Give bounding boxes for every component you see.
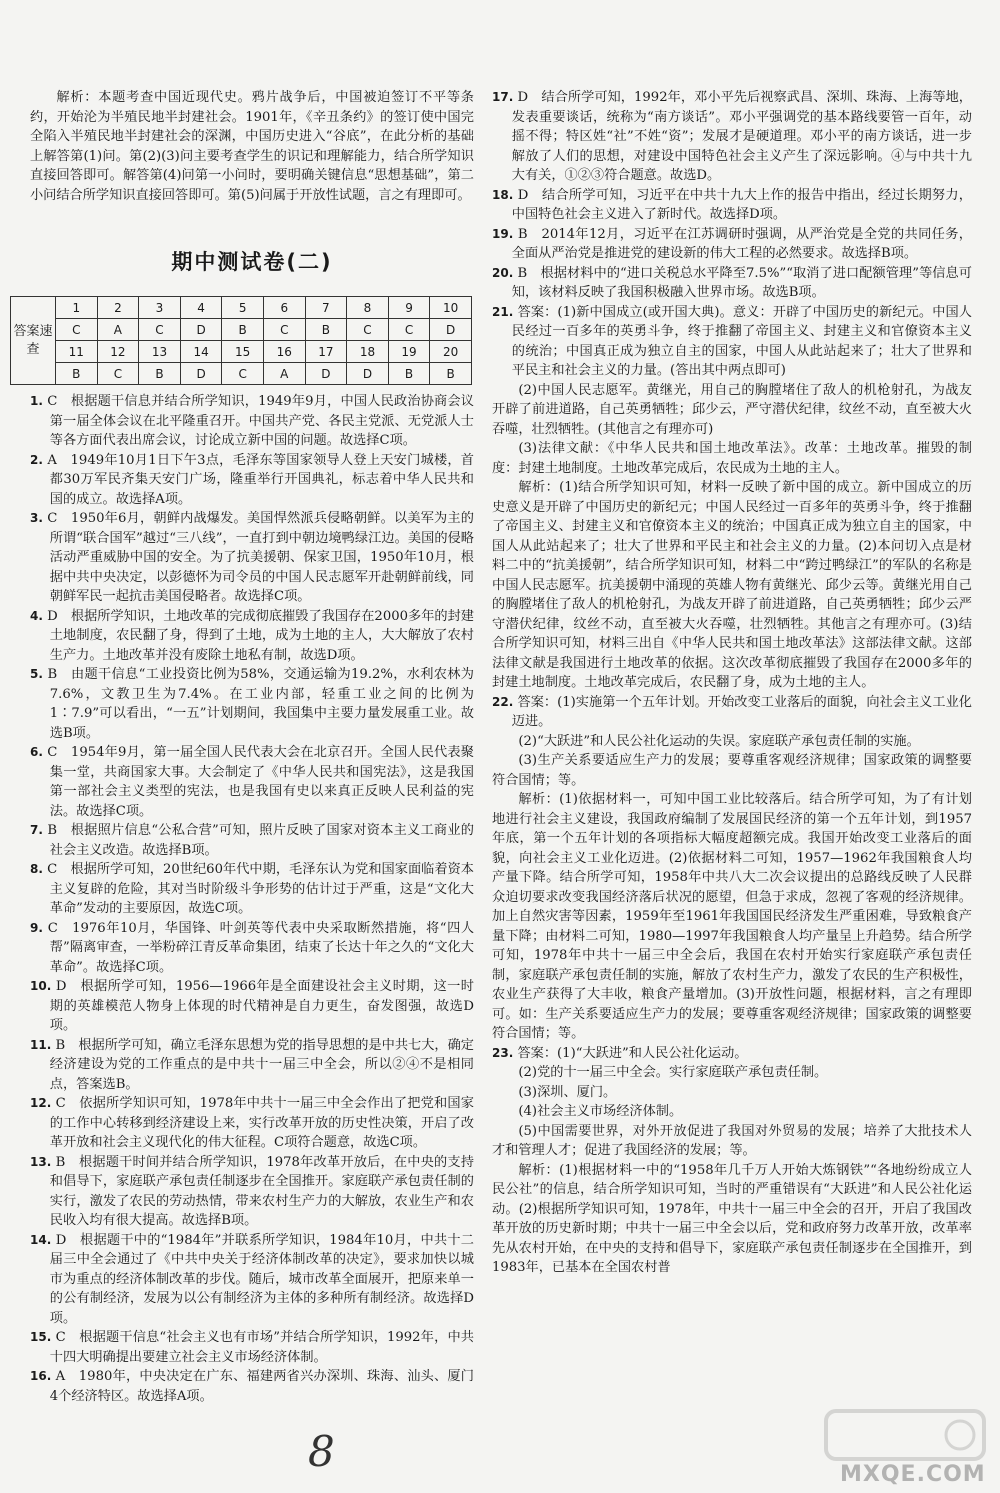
- q-answer: B: [305, 319, 347, 341]
- item-text: 解析：(1)根据材料一中的“1958年几千万人开始大炼钢铁”“各地纷纷成立人民公社”的信息，结合所学知识可知，当时的严重错误有“大跃进”和人民公社化运动。(2)根据所学知识可知，1978年，中共十一届三中全会的召开，开启了我国改革开放的历史新时期；中共十一届三中全会以后，党和政府努力改革开放，改革率先从农村开始，在中央的支持和倡导下，家庭联产承包责任制逐步在全国推开，到1983年，已基本在全国农村普: [492, 1162, 972, 1275]
- q-num: 5: [222, 297, 264, 319]
- item-text: B 2014年12月，习近平在江苏调研时强调，从严治党是全党的共同任务，全面从严治党是推进党的建设新的伟大工程的必然要求。故选择B项。: [511, 226, 972, 261]
- item-text: B 由题干信息“工业投资比例为58%，交通运输为19.2%，水利农林为7.6%，文教卫生为7.4%。在工业内部，轻重工业之间的比例为1∶7.9”可以看出，“一五”计划期间，我国集中主要力量发展重工业。故选B项。: [47, 667, 474, 741]
- q-num: 20: [430, 341, 472, 363]
- answer-item: [492, 1102, 972, 1122]
- page-number: 8: [308, 1427, 335, 1476]
- q-answer: A: [97, 319, 139, 341]
- q-num: 14: [180, 341, 222, 363]
- item-number: 9.: [30, 920, 43, 935]
- answer-item: [492, 478, 972, 693]
- item-number: 18.: [492, 187, 514, 202]
- q-answer: B: [388, 363, 430, 385]
- answer-item: [492, 693, 972, 732]
- answer-item: [30, 607, 474, 666]
- answer-item: [492, 381, 972, 440]
- q-num: 8: [347, 297, 389, 319]
- item-number: 21.: [492, 304, 514, 319]
- item-text: C 根据所学可知，20世纪60年代中期，毛泽东认为党和国家面临着资本主义复辟的危险，其对当时阶级斗争形势的估计过于严重，这是“文化大革命”发动的主要原因，故选C项。: [47, 862, 474, 916]
- answer-item: [492, 732, 972, 752]
- q-num: 19: [388, 341, 430, 363]
- q-answer: B: [139, 363, 181, 385]
- item-text: 答案：(1)实施第一个五年计划。开始改变工业落后的面貌，向社会主义工业化迈进。: [511, 694, 972, 729]
- answer-item: [30, 1094, 474, 1153]
- q-num: 16: [263, 341, 305, 363]
- item-number: 7.: [30, 823, 43, 837]
- answer-item: [30, 509, 474, 607]
- answer-item: [30, 1036, 474, 1095]
- right-answer-list: [492, 88, 972, 1278]
- item-number: 1.: [30, 394, 43, 408]
- item-text: (2)“大跃进”和人民公社化运动的失误。家庭联产承包责任制的实施。: [518, 733, 920, 749]
- item-text: C 1950年6月，朝鲜内战爆发。美国悍然派兵侵略朝鲜。以美军为主的所谓“联合国军”越过“三八线”，一直打到中朝边境鸭绿江边。美国的侵略活动严重威胁中国的安全。为了抗美援朝、保家卫国，1950年10月，根据中共中央决定，以彭德怀为司令员的中国人民志愿军开赴朝鲜前线，同朝鲜军民一起抗击美国侵略者。故选择C项。: [47, 511, 474, 604]
- answer-item: [492, 264, 972, 303]
- q-answer: C: [263, 319, 305, 341]
- q-num: 6: [263, 297, 305, 319]
- item-number: 10.: [30, 979, 52, 993]
- q-answer: C: [97, 363, 139, 385]
- item-text: D 结合所学可知，习近平在中共十九大上作的报告中指出，经过长期努力，中国特色社会主义进入了新时代。故选择D项。: [511, 187, 972, 222]
- q-answer: B: [430, 363, 472, 385]
- q-answer: C: [56, 319, 98, 341]
- q-num: 7: [305, 297, 347, 319]
- answer-item: [492, 1083, 972, 1103]
- item-number: 14.: [30, 1232, 52, 1247]
- answer-item: [492, 790, 972, 1044]
- item-text: A 1980年，中央决定在广东、福建两省兴办深圳、珠海、汕头、厦门4个经济特区。故选择A项。: [49, 1369, 474, 1404]
- q-num: 9: [388, 297, 430, 319]
- item-number: 15.: [30, 1330, 52, 1344]
- q-num: 1: [56, 297, 98, 319]
- item-number: 13.: [30, 1154, 52, 1169]
- item-number: 23.: [492, 1045, 514, 1060]
- answer-item: [492, 751, 972, 790]
- item-text: (3)深圳、厦门。: [518, 1084, 617, 1100]
- item-text: C 1954年9月，第一届全国人民代表大会在北京召开。全国人民代表聚集一堂，共商国家大事。大会制定了《中华人民共和国宪法》，这是我国第一部社会主义类型的宪法，也是我国有史以来真正反映人民利益的宪法。故选择C项。: [47, 745, 474, 819]
- section-title: 期中测试卷(二): [171, 250, 333, 274]
- q-answer: C: [222, 363, 264, 385]
- item-text: (3)法律文献：《中华人民共和国土地改革法》。改革：土地改革。摧毁的制度：封建土地制度。土地改革完成后，农民成为土地的主人。: [492, 441, 972, 476]
- answer-item: [30, 919, 474, 978]
- item-number: 19.: [492, 226, 514, 241]
- item-number: 5.: [30, 667, 43, 681]
- answer-item: [492, 186, 972, 225]
- item-text: D 根据所学知识，土地改革的完成彻底摧毁了我国存在2000多年的封建土地制度，农民翻了身，得到了土地，成为土地的主人，大大解放了农村生产力。土地改革并没有废除土地私有制，故选D项。: [47, 608, 474, 663]
- q-num: 13: [139, 341, 181, 363]
- item-text: B 根据照片信息“公私合营”可知，照片反映了国家对资本主义工商业的社会主义改造。故选择B项。: [47, 823, 474, 858]
- q-answer: B: [56, 363, 98, 385]
- answer-item: [492, 303, 972, 381]
- answer-item: [30, 821, 474, 860]
- q-num: 15: [222, 341, 264, 363]
- item-number: 22.: [492, 694, 514, 709]
- q-answer: D: [180, 363, 222, 385]
- item-text: (2)党的十一届三中全会。实行家庭联产承包责任制。: [518, 1065, 828, 1080]
- item-text: B 根据所学可知，确立毛泽东思想为党的指导思想的是中共七大，确定经济建设为党的工作重点的是中共十一届三中全会，所以②④不是相同点，答案选B。: [49, 1037, 474, 1092]
- item-number: 8.: [30, 862, 43, 876]
- answer-item: [30, 451, 474, 510]
- answer-item: [30, 1328, 474, 1367]
- item-number: 17.: [492, 90, 514, 104]
- q-answer: D: [180, 319, 222, 341]
- item-text: C 1976年10月，华国锋、叶剑英等代表中央采取断然措施，将“四人帮”隔离审查，一举粉碎江青反革命集团，结束了长达十年之久的“文化大革命”。故选择C项。: [47, 920, 475, 975]
- q-num: 10: [430, 297, 472, 319]
- answer-item: [30, 743, 474, 821]
- answer-quick-check-table: [10, 296, 472, 385]
- item-text: B 根据材料中的“进口关税总水平降至7.5%”“取消了进口配额管理”等信息可知，该材料反映了我国积极融入世界市场。故选B项。: [511, 265, 972, 300]
- q-num: 17: [305, 341, 347, 363]
- q-answer: D: [305, 363, 347, 385]
- q-answer: D: [347, 363, 389, 385]
- q-answer: C: [388, 319, 430, 341]
- item-text: D 根据题干中的“1984年”并联系所学知识，1984年10月，中共十二届三中全会通过了《中共中央关于经济体制改革的决定》，要求加快以城市为重点的经济体制改革的步伐。随后，城市改革全面展开，把原来单一的公有制经济，发展为以公有制经济为主体的多种所有制经济。故选择D项。: [49, 1232, 474, 1326]
- item-number: 6.: [30, 745, 43, 759]
- left-answer-list: [30, 392, 474, 1406]
- q-num: 18: [347, 341, 389, 363]
- item-text: 答案：(1)新中国成立(或开国大典)。意义：开辟了中国历史的新纪元。中国人民经过一百多年的英勇斗争，终于推翻了帝国主义、封建主义和官僚资本主义的统治；中国真正成为独立自主的国家，中国人从此站起来了；壮大了世界和平民主和社会主义的力量。(答出其中两点即可): [511, 304, 972, 378]
- answer-item: [492, 1161, 972, 1278]
- answer-item: [30, 860, 474, 919]
- item-text: D 根据所学可知，1956—1966年是全面建设社会主义时期，这一时期的英雄模范人物身上体现的时代精神是自力更生，奋发图强，故选D项。: [49, 979, 474, 1033]
- intro-analysis: 解析：本题考查中国近现代史。鸦片战争后，中国被迫签订不平等条约，开始沦为半殖民地半封建社会。1901年，《辛丑条约》的签订使中国完全陷入半殖民地半封建社会的深渊，中国历史进入“谷底”，在此分析的基础上解答第(1)问。第(2)(3)问主要考查学生的识记和理解能力，结合所学知识直接回答即可。解答第(4)问第一小问时，要明确关键信息“思想基础”，第二小问结合所学知识直接回答即可。第(5)问属于开放性试题，言之有理即可。: [30, 90, 474, 203]
- answer-item: [492, 439, 972, 478]
- item-text: B 根据题干时间并结合所学知识，1978年改革开放后，在中央的支持和倡导下，家庭联产承包责任制逐步在全国推开。家庭联产承包责任制的实行，激发了农民的劳动热情，带来农村生产力的大解放，农业生产和农民收入均有很大提高。故选择B项。: [49, 1154, 475, 1228]
- item-number: 2.: [30, 452, 43, 467]
- q-answer: C: [347, 319, 389, 341]
- q-num: 4: [180, 297, 222, 319]
- item-text: A 1949年10月1日下午3点，毛泽东等国家领导人登上天安门城楼，首都30万军民齐集天安门广场，隆重举行开国典礼，标志着中华人民共和国的成立。故选择A项。: [47, 452, 474, 507]
- answer-item: [30, 1367, 474, 1406]
- answer-item: [30, 392, 474, 451]
- item-text: 解析：(1)结合所学知识可知，材料一反映了新中国的成立。新中国成立的历史意义是开辟了中国历史的新纪元；中国人民经过一百多年的英勇斗争，终于推翻了帝国主义、封建主义和官僚资本主义的统治；中国真正成为独立自主的国家，中国人从此站起来了；壮大了世界和平民主和社会主义的力量。(2)本问切入点是材料二中的“抗美援朝”，结合所学知识可知，材料二中“跨过鸭绿江”的军队的名称是中国人民志愿军。抗美援朝中涌现的英雄人物有黄继光、邱少云等。黄继光用自己的胸膛堵住了敌人的机枪射孔，为战友开辟了前进道路，自己英勇牺牲；邱少云严守潜伏纪律，纹丝不动，直至被大火吞噬，壮烈牺牲。其他言之有理亦可。(3)结合所学知识可知，材料三出自《中华人民共和国土地改革法》这部法律文献。这部法律文献是我国进行土地改革的依据。这次改革彻底摧毁了我国存在2000多年的封建土地制度。土地改革完成后，农民翻了身，成为土地的主人。: [492, 480, 972, 690]
- q-answer: A: [263, 363, 305, 385]
- item-number: 11.: [30, 1037, 52, 1052]
- answer-item: [30, 1231, 474, 1329]
- item-number: 3.: [30, 511, 43, 525]
- table-label: 答案速查: [11, 297, 56, 385]
- answer-item: [30, 1153, 474, 1231]
- item-text: D 结合所学可知，1992年，邓小平先后视察武昌、深圳、珠海、上海等地，发表重要谈话，统称为“南方谈话”。邓小平强调党的基本路线要管一百年，动摇不得；特区姓“社”不姓“资”；发展才是硬道理。邓小平的南方谈话，进一步解放了人们的思想，对建设中国特色社会主义产生了深远影响。④与中共十九大有关，①②③符合题意。故选D。: [511, 90, 972, 183]
- answer-item: [492, 1063, 972, 1083]
- q-num: 2: [97, 297, 139, 319]
- q-num: 12: [97, 341, 139, 363]
- item-text: (4)社会主义市场经济体制。: [518, 1104, 683, 1119]
- answer-item: [30, 665, 474, 743]
- answer-item: [30, 977, 474, 1036]
- item-number: 12.: [30, 1096, 52, 1110]
- item-text: C 依据所学知识可知，1978年中共十一届三中全会作出了把党和国家的工作中心转移到经济建设上来，实行改革开放的历史性决策，开启了改革开放和社会主义现代化的伟大征程。C项符合题意，故选C项。: [49, 1096, 474, 1150]
- item-number: 20.: [492, 265, 514, 280]
- q-answer: B: [222, 319, 264, 341]
- item-number: 4.: [30, 608, 43, 623]
- item-text: 解析：(1)依据材料一，可知中国工业比较落后。结合所学可知，为了有计划地进行社会主义建设，我国政府编制了发展国民经济的第一个五年计划，到1957年底，第一个五年计划的各项指标大幅度超额完成。我国开始改变工业落后的面貌，向社会主义工业化迈进。(2)依据材料二可知，1957—1962年我国粮食人均产量下降。结合所学可知，1958年中共八大二次会议提出的总路线反映了人民群众迫切要求改变我国经济落后状况的愿望，但急于求成，忽视了客观的经济规律。加上自然灾害等因素，1959年至1961年我国国民经济发生严重困难，导致粮食产量下降；由材料二可知，1980—1997年我国粮食人均产量呈上升趋势。结合所学可知，1978年中共十一届三中全会后，我国在农村开始实行家庭联产承包责任制，家庭联产承包责任制的实施，解放了农村生产力，激发了农民的生产积极性，农业生产获得了大丰收，粮食产量增加。(3)开放性问题，根据材料，言之有理即可。如：生产关系要适应生产力的发展；要尊重客观经济规律；国家政策的调整要符合国情；等。: [492, 792, 972, 1041]
- item-text: (3)生产关系要适应生产力的发展；要尊重客观经济规律；国家政策的调整要符合国情；等。: [492, 753, 972, 788]
- answer-item: [492, 1044, 972, 1064]
- item-text: (5)中国需要世界，对外开放促进了我国对外贸易的发展；培养了大批技术人才和管理人才；促进了我国经济的发展；等。: [492, 1123, 972, 1158]
- left-column: [30, 88, 474, 205]
- q-num: 3: [139, 297, 181, 319]
- answer-item: [492, 88, 972, 186]
- item-text: C 根据题干信息并结合所学知识，1949年9月，中国人民政治协商会议第一届全体会议在北平隆重召开。中国共产党、各民主党派、无党派人士等各方面代表出席会议，讨论成立新中国的问题。故选择C项。: [47, 394, 474, 448]
- item-text: C 根据题干信息“社会主义也有市场”并结合所学知识，1992年，中共十四大明确提出要建立社会主义市场经济体制。: [49, 1330, 474, 1365]
- q-num: 11: [56, 341, 98, 363]
- item-number: 16.: [30, 1369, 52, 1383]
- q-answer: C: [139, 319, 181, 341]
- answer-item: [492, 1122, 972, 1161]
- item-text: 答案：(1)“大跃进”和人民公社化运动。: [517, 1045, 748, 1061]
- answer-item: [492, 225, 972, 264]
- item-text: (2)中国人民志愿军。黄继光，用自己的胸膛堵住了敌人的机枪射孔，为战友开辟了前进道路，自己英勇牺牲；邱少云，严守潜伏纪律，纹丝不动，直至被大火吞噬，壮烈牺牲。(其他言之有理亦可): [492, 382, 972, 437]
- watermark-text: MXQE.COM: [840, 1462, 986, 1487]
- q-answer: D: [430, 319, 472, 341]
